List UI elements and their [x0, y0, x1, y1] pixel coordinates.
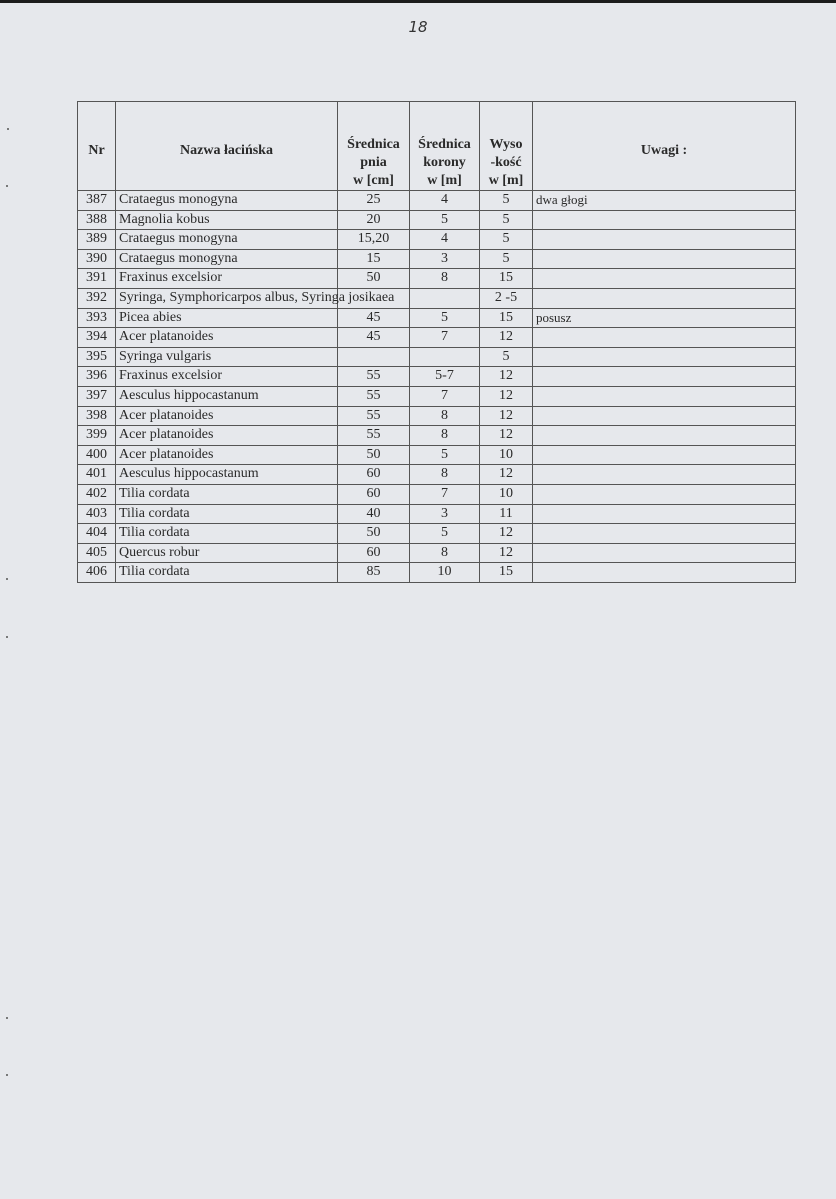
table-row [78, 386, 796, 406]
header-trunk-diameter [338, 102, 410, 191]
cell-remarks [533, 484, 796, 504]
cell-nr: 402 [78, 484, 116, 504]
cell-remarks [533, 406, 796, 426]
table-header-row [78, 102, 796, 191]
scan-top-edge [0, 0, 836, 3]
header-trunk-line-2: pnia [360, 155, 387, 170]
header-remarks: Uwagi : [533, 102, 796, 191]
cell-trunk-diameter: 55 [338, 426, 410, 446]
cell-crown-diameter: 5-7 [410, 367, 480, 387]
tree-inventory-table [77, 101, 796, 583]
cell-height: 12 [480, 543, 533, 563]
table-row [78, 543, 796, 563]
cell-nr: 387 [78, 191, 116, 211]
table-row [78, 406, 796, 426]
cell-latin-name: Quercus robur [116, 543, 338, 563]
header-height-line-2: -kość [490, 155, 522, 170]
cell-trunk-diameter: 55 [338, 367, 410, 387]
cell-height: 12 [480, 367, 533, 387]
header-crown-line-2: korony [423, 155, 466, 170]
cell-trunk-diameter: 20 [338, 210, 410, 230]
cell-height: 12 [480, 406, 533, 426]
cell-nr: 395 [78, 347, 116, 367]
cell-crown-diameter: 4 [410, 191, 480, 211]
cell-trunk-diameter: 55 [338, 406, 410, 426]
cell-latin-name: Magnolia kobus [116, 210, 338, 230]
margin-speck [6, 1017, 8, 1019]
cell-remarks [533, 367, 796, 387]
cell-trunk-diameter: 60 [338, 543, 410, 563]
header-height-line-3: w [m] [488, 173, 524, 188]
cell-height: 15 [480, 308, 533, 328]
cell-crown-diameter [410, 347, 480, 367]
cell-remarks [533, 386, 796, 406]
margin-speck [6, 636, 8, 638]
cell-remarks [533, 465, 796, 485]
cell-nr: 391 [78, 269, 116, 289]
cell-latin-name: Tilia cordata [116, 504, 338, 524]
cell-crown-diameter: 5 [410, 210, 480, 230]
cell-latin-name: Crataegus monogyna [116, 230, 338, 250]
header-nr: Nr [78, 102, 116, 191]
cell-latin-name: Tilia cordata [116, 563, 338, 583]
cell-trunk-diameter: 45 [338, 328, 410, 348]
cell-nr: 399 [78, 426, 116, 446]
cell-nr: 388 [78, 210, 116, 230]
table-row [78, 524, 796, 544]
cell-crown-diameter: 3 [410, 504, 480, 524]
table-row [78, 465, 796, 485]
cell-height: 15 [480, 563, 533, 583]
cell-trunk-diameter [338, 347, 410, 367]
cell-crown-diameter: 3 [410, 249, 480, 269]
cell-latin-name: Aesculus hippocastanum [116, 465, 338, 485]
cell-remarks [533, 504, 796, 524]
page-number: 18 [408, 18, 428, 36]
cell-crown-diameter: 5 [410, 445, 480, 465]
cell-crown-diameter: 5 [410, 524, 480, 544]
cell-nr: 405 [78, 543, 116, 563]
cell-height: 12 [480, 328, 533, 348]
cell-crown-diameter: 8 [410, 406, 480, 426]
cell-trunk-diameter: 40 [338, 504, 410, 524]
cell-trunk-diameter: 50 [338, 269, 410, 289]
table-row [78, 269, 796, 289]
cell-latin-name: Aesculus hippocastanum [116, 386, 338, 406]
cell-remarks [533, 524, 796, 544]
cell-height: 5 [480, 191, 533, 211]
header-trunk-line-3: w [cm] [353, 173, 394, 188]
cell-latin-name: Picea abies [116, 308, 338, 328]
header-height [480, 102, 533, 191]
cell-latin-name: Fraxinus excelsior [116, 367, 338, 387]
cell-nr: 390 [78, 249, 116, 269]
cell-nr: 404 [78, 524, 116, 544]
cell-latin-name: Acer platanoides [116, 445, 338, 465]
margin-speck [6, 578, 8, 580]
table-row [78, 308, 796, 328]
header-trunk-line-1: Średnica [347, 137, 400, 152]
cell-nr: 394 [78, 328, 116, 348]
cell-nr: 397 [78, 386, 116, 406]
cell-latin-name: Tilia cordata [116, 524, 338, 544]
cell-height: 12 [480, 524, 533, 544]
cell-nr: 389 [78, 230, 116, 250]
cell-trunk-diameter: 50 [338, 524, 410, 544]
cell-latin-name: Fraxinus excelsior [116, 269, 338, 289]
cell-latin-name: Crataegus monogyna [116, 191, 338, 211]
cell-crown-diameter [410, 288, 480, 308]
cell-trunk-diameter: 50 [338, 445, 410, 465]
table-row [78, 288, 796, 308]
cell-nr: 398 [78, 406, 116, 426]
cell-trunk-diameter: 15,20 [338, 230, 410, 250]
cell-nr: 393 [78, 308, 116, 328]
cell-remarks [533, 230, 796, 250]
table-row [78, 347, 796, 367]
cell-height: 5 [480, 210, 533, 230]
cell-remarks: posusz [533, 308, 796, 328]
cell-remarks [533, 210, 796, 230]
cell-latin-name: Acer platanoides [116, 328, 338, 348]
cell-height: 2 -5 [480, 288, 533, 308]
cell-trunk-diameter: 25 [338, 191, 410, 211]
cell-height: 12 [480, 386, 533, 406]
cell-crown-diameter: 7 [410, 484, 480, 504]
table-row [78, 249, 796, 269]
table-row [78, 191, 796, 211]
cell-nr: 401 [78, 465, 116, 485]
cell-latin-name: Syringa vulgaris [116, 347, 338, 367]
cell-height: 12 [480, 426, 533, 446]
cell-remarks [533, 563, 796, 583]
cell-remarks: dwa głogi [533, 191, 796, 211]
cell-nr: 400 [78, 445, 116, 465]
cell-latin-name: Acer platanoides [116, 426, 338, 446]
margin-speck [6, 185, 8, 187]
cell-latin-name: Syringa, Symphoricarpos albus, Syringa josikaea [116, 288, 338, 308]
table-row [78, 484, 796, 504]
cell-crown-diameter: 8 [410, 465, 480, 485]
cell-nr: 406 [78, 563, 116, 583]
cell-nr: 403 [78, 504, 116, 524]
table-row [78, 563, 796, 583]
margin-speck [6, 1074, 8, 1076]
table-row [78, 210, 796, 230]
table-row [78, 426, 796, 446]
cell-crown-diameter: 8 [410, 426, 480, 446]
cell-remarks [533, 288, 796, 308]
cell-trunk-diameter: 60 [338, 484, 410, 504]
margin-speck [7, 128, 9, 130]
header-crown-line-3: w [m] [427, 173, 462, 188]
cell-crown-diameter: 7 [410, 386, 480, 406]
cell-crown-diameter: 8 [410, 543, 480, 563]
cell-nr: 392 [78, 288, 116, 308]
table-row [78, 328, 796, 348]
table-row [78, 367, 796, 387]
table-row [78, 445, 796, 465]
cell-remarks [533, 426, 796, 446]
cell-height: 11 [480, 504, 533, 524]
cell-height: 10 [480, 484, 533, 504]
cell-remarks [533, 269, 796, 289]
table-row [78, 504, 796, 524]
cell-remarks [533, 249, 796, 269]
cell-crown-diameter: 5 [410, 308, 480, 328]
cell-height: 5 [480, 347, 533, 367]
cell-remarks [533, 328, 796, 348]
cell-latin-name: Tilia cordata [116, 484, 338, 504]
header-height-line-1: Wyso [489, 137, 523, 152]
cell-trunk-diameter: 45 [338, 308, 410, 328]
cell-trunk-diameter: 55 [338, 386, 410, 406]
table-row [78, 230, 796, 250]
cell-height: 10 [480, 445, 533, 465]
cell-latin-name: Acer platanoides [116, 406, 338, 426]
header-crown-diameter [410, 102, 480, 191]
header-latin-name: Nazwa łacińska [116, 102, 338, 191]
cell-remarks [533, 347, 796, 367]
cell-latin-name: Crataegus monogyna [116, 249, 338, 269]
cell-height: 5 [480, 230, 533, 250]
cell-trunk-diameter: 60 [338, 465, 410, 485]
cell-height: 12 [480, 465, 533, 485]
cell-crown-diameter: 10 [410, 563, 480, 583]
cell-height: 15 [480, 269, 533, 289]
table-body [78, 191, 796, 583]
cell-trunk-diameter: 15 [338, 249, 410, 269]
cell-crown-diameter: 8 [410, 269, 480, 289]
cell-crown-diameter: 4 [410, 230, 480, 250]
cell-height: 5 [480, 249, 533, 269]
cell-remarks [533, 445, 796, 465]
cell-nr: 396 [78, 367, 116, 387]
cell-trunk-diameter: 85 [338, 563, 410, 583]
cell-remarks [533, 543, 796, 563]
header-crown-line-1: Średnica [418, 137, 471, 152]
cell-crown-diameter: 7 [410, 328, 480, 348]
